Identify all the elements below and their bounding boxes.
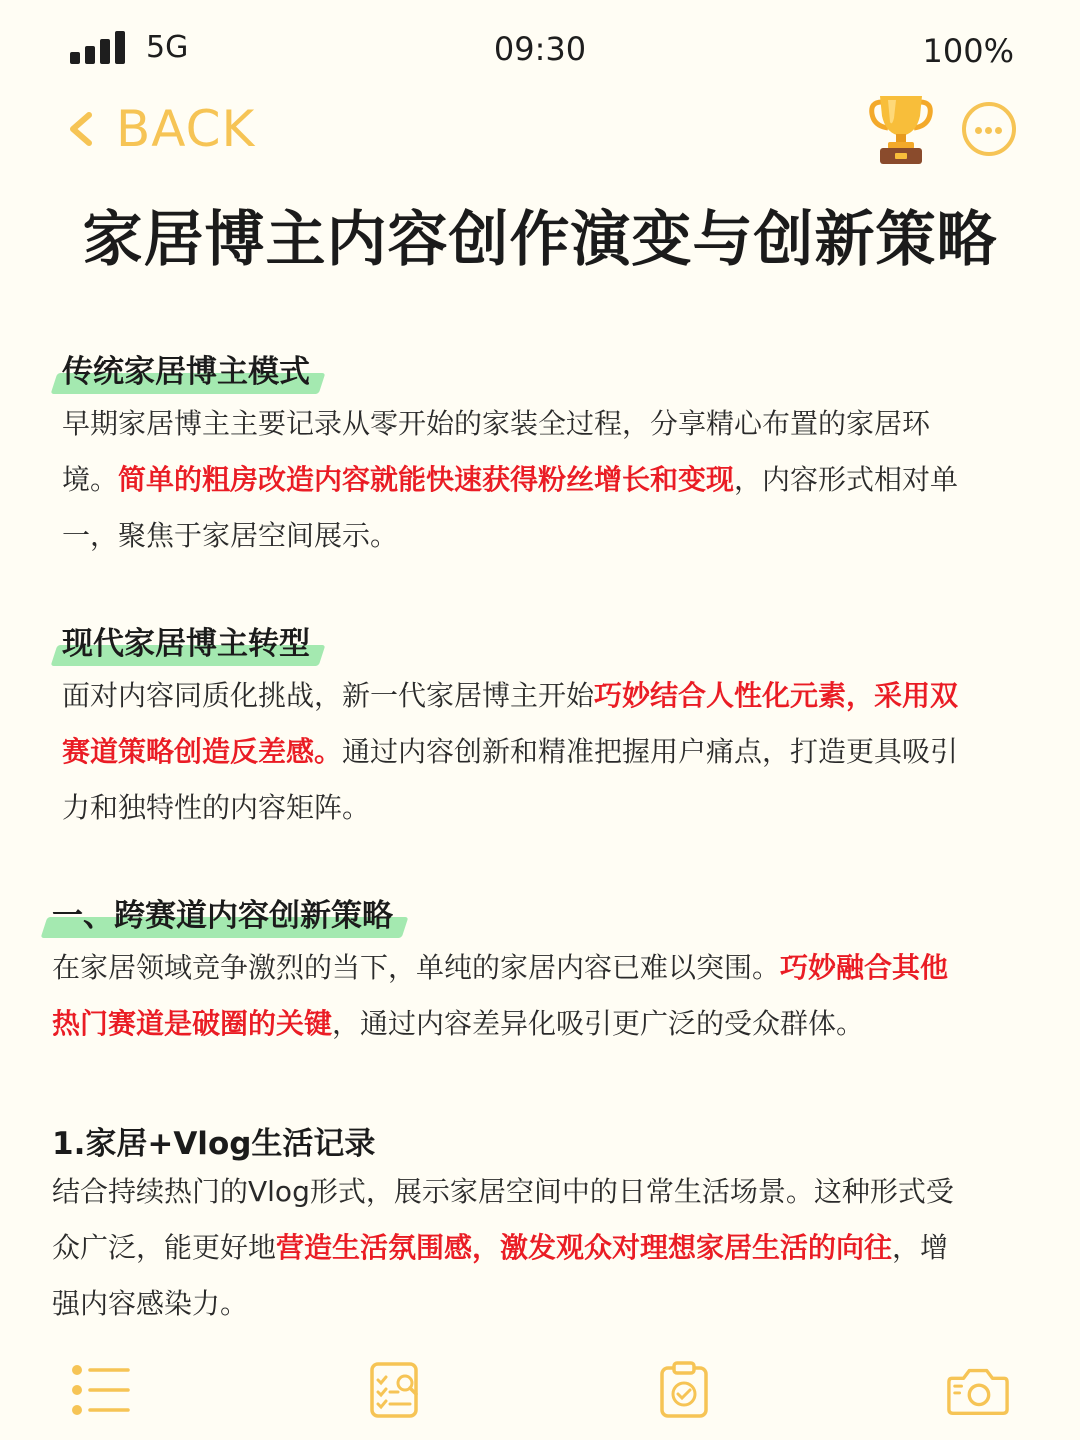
body-text: 在家居领域竞争激烈的当下，单纯的家居内容已难以突围。	[52, 951, 781, 984]
section-paragraph	[52, 1164, 1022, 1332]
battery-level: 100%	[922, 32, 1014, 70]
paragraph-line	[62, 508, 1022, 564]
section-heading-text: 传统家居博主模式	[62, 354, 310, 390]
checklist-search-icon[interactable]	[368, 1358, 424, 1422]
emphasis-text: 巧妙融合其他	[780, 951, 949, 984]
emphasis-text: 营造生活氛围感，激发观众对理想家居生活的向往	[276, 1231, 893, 1264]
body-text: ，通过内容差异化吸引更广泛的受众群体。	[332, 1007, 865, 1040]
body-text: 强内容感染力。	[52, 1287, 249, 1320]
paragraph-line	[62, 452, 1022, 508]
body-text: ，增	[892, 1231, 949, 1264]
emphasis-text: 巧妙结合人性化元素，采用双	[594, 679, 959, 712]
section-paragraph	[62, 396, 1022, 564]
section-heading-modern	[62, 618, 310, 663]
section-paragraph	[62, 668, 1022, 836]
body-text: 力和独特性的内容矩阵。	[62, 791, 371, 824]
emphasis-text: 简单的粗房改造内容就能快速获得粉丝增长和变现	[118, 463, 735, 496]
paragraph-line	[52, 1220, 1022, 1276]
clipboard-check-icon[interactable]	[658, 1358, 710, 1422]
paragraph-line	[52, 940, 1022, 996]
paragraph-line	[52, 1164, 1022, 1220]
paragraph-line	[62, 724, 1022, 780]
body-text: ，内容形式相对单	[734, 463, 959, 496]
status-bar	[0, 0, 1080, 100]
chevron-left-icon	[62, 109, 102, 149]
paragraph-line	[62, 780, 1022, 836]
paragraph-line	[52, 996, 1022, 1052]
section-paragraph	[52, 940, 1022, 1052]
body-text: 一，聚焦于家居空间展示。	[62, 519, 399, 552]
section-heading-strategy	[52, 890, 393, 935]
body-text: 境。	[62, 463, 119, 496]
body-text: 面对内容同质化挑战，新一代家居博主开始	[62, 679, 595, 712]
section-heading-vlog	[52, 1118, 375, 1163]
status-time: 09:30	[493, 30, 587, 68]
body-text: 通过内容创新和精准把握用户痛点，打造更具吸引	[342, 735, 959, 768]
bottom-toolbar	[0, 1352, 1080, 1432]
more-button[interactable]	[962, 102, 1016, 156]
paragraph-line	[52, 1276, 1022, 1332]
section-heading-text: 1.家居+Vlog生活记录	[52, 1126, 376, 1162]
paragraph-line	[62, 668, 1022, 724]
network-type: 5G	[146, 30, 189, 65]
page-title: 家居博主内容创作演变与创新策略	[82, 205, 998, 275]
camera-icon[interactable]	[946, 1358, 1010, 1422]
back-button[interactable]	[62, 98, 255, 160]
section-heading-traditional	[62, 346, 310, 391]
more-icon	[975, 127, 982, 134]
body-text: 早期家居博主主要记录从零开始的家装全过程，分享精心布置的家居环	[62, 407, 931, 440]
section-heading-text: 一、跨赛道内容创新策略	[52, 898, 393, 934]
list-icon[interactable]	[68, 1358, 132, 1422]
section-heading-text: 现代家居博主转型	[62, 626, 310, 662]
emphasis-text: 热门赛道是破圈的关键	[52, 1007, 333, 1040]
nav-bar	[0, 92, 1080, 172]
emphasis-text: 赛道策略创造反差感。	[62, 735, 343, 768]
trophy-icon[interactable]	[868, 92, 934, 164]
body-text: 结合持续热门的Vlog形式，展示家居空间中的日常生活场景。这种形式受	[52, 1175, 954, 1208]
body-text: 众广泛，能更好地	[52, 1231, 277, 1264]
paragraph-line	[62, 396, 1022, 452]
back-label: BACK	[116, 100, 256, 158]
